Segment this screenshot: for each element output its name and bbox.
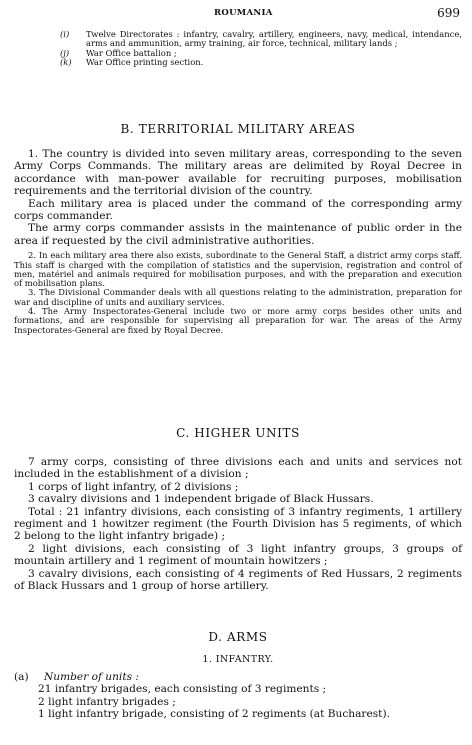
- section-heading-c: C. HIGHER UNITS: [176, 426, 300, 440]
- paragraph: 4. The Army Inspectorates-General include two or more army corps besides other units and formations, and are responsible for supervising all preparation for war. The areas of the Army Inspectorates-General are fixed by Royal Decree.: [14, 306, 462, 335]
- paragraph: 7 army corps, consisting of three divisions each and units and services not included in the establishment of a division ;: [14, 456, 462, 481]
- paragraph: 3 cavalry divisions and 1 independent brigade of Black Hussars.: [28, 493, 374, 506]
- running-title: ROUMANIA: [214, 8, 273, 18]
- paragraph: Total : 21 infantry divisions, each consisting of 3 infantry regiments, 1 artillery regiment and 1 howitzer regiment (the Fourth Division has 5 regiments, of which 2 belong to the light infantry brigade) ;: [14, 505, 462, 543]
- list-marker: (a): [14, 671, 29, 683]
- list-item: (i) Twelve Directorates : infantry, cavalry, artillery, engineers, navy, medical, intendance, arms and ammunition, army training, air force, technical, military lands ;: [60, 29, 462, 49]
- paragraph: 2 light divisions, each consisting of 3 light infantry groups, 3 groups of mountain artillery and 1 regiment of mountain howitzers ;: [14, 542, 462, 568]
- list-item: (j) War Office battalion ;: [60, 47, 177, 58]
- list-item: (k) War Office printing section.: [60, 56, 204, 67]
- section-heading-d: D. ARMS: [208, 630, 268, 644]
- section-d-body: [14, 671, 462, 721]
- paragraph: The army corps commander assists in the maintenance of public order in the area if requested by the civil administrative authorities.: [14, 222, 462, 247]
- list-label: [14, 671, 462, 683]
- list-item: 21 infantry brigades, each consisting of 3 regiments ;: [38, 683, 327, 696]
- list-item: 1 light infantry brigade, consisting of 2 regiments (at Bucharest).: [38, 708, 390, 721]
- section-b-body: [14, 148, 462, 335]
- section-heading-b: B. TERRITORIAL MILITARY AREAS: [120, 122, 356, 136]
- paragraph: Each military area is placed under the command of the corresponding army corps commander.: [14, 197, 462, 223]
- page-number: 699: [437, 6, 460, 20]
- paragraph: 3 cavalry divisions, each consisting of 4 regiments of Red Hussars, 2 regiments of Black Hussars and 1 group of horse artillery.: [14, 567, 462, 593]
- running-header: [0, 6, 472, 22]
- list-item: 2 light infantry brigades ;: [38, 695, 176, 708]
- paragraph: 1. The country is divided into seven military areas, corresponding to the seven Army Corps Commands. The military areas are delimited by Royal Decree in accordance with man-power available for recruiting purposes, mobilisation requirements and the territorial division of the country.: [14, 148, 462, 198]
- directorates-list: [14, 30, 462, 67]
- paragraph: 1 corps of light infantry, of 2 divisions ;: [28, 480, 239, 493]
- paragraph: 2. In each military area there also exists, subordinate to the General Staff, a district army corps staff. This staff is charged with the compilation of statistics and the supervision, registration and control of men, matériel and animals required for mobilisation purposes, and with the preparation and execution of mobilisation plans.: [14, 250, 462, 289]
- paragraph: 3. The Divisional Commander deals with all questions relating to the administration, preparation for war and discipline of units and auxiliary services.: [14, 287, 462, 307]
- section-c-body: [14, 456, 462, 592]
- list-label-text: Number of units :: [44, 671, 139, 683]
- subsection-heading: 1. INFANTRY.: [202, 654, 274, 665]
